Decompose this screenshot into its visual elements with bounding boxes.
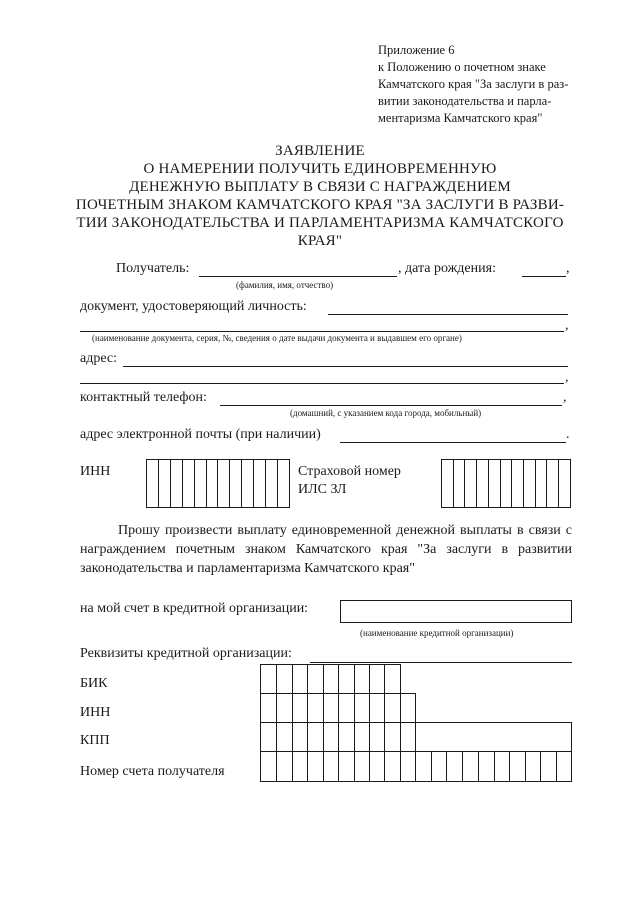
requisites-line [310,662,572,663]
grid-line [323,664,324,781]
address-field[interactable] [123,366,568,367]
phone-hint: (домашний, с указанием кода города, мобильный) [290,408,482,418]
inn-label: ИНН [80,464,111,479]
comma: , [565,318,569,333]
grid-line [260,664,400,665]
appendix-line: ментаризма Камчатского края" [378,111,543,125]
recipient-name-field[interactable] [199,276,397,277]
document-title [60,142,580,250]
bank-name-hint: (наименование кредитной организации) [360,628,514,638]
grid-line [431,751,432,781]
account-label: на мой счет в кредитной организации: [80,601,309,616]
grid-line [446,751,447,781]
snils-label-line-2: ИЛС ЗЛ [298,482,347,497]
comma: , [563,390,567,405]
grid-line [571,722,572,781]
recipient-hint: (фамилия, имя, отчество) [236,280,334,290]
appendix-line: к Положению о почетном знаке [378,60,546,74]
grid-line [494,751,495,781]
grid-line [525,751,526,781]
document-label: документ, удостоверяющий личность: [80,299,307,314]
title-line: О НАМЕРЕНИИ ПОЛУЧИТЬ ЕДИНОВРЕМЕННУЮ [143,161,497,177]
email-field[interactable] [340,442,566,443]
grid-line [462,751,463,781]
grid-line [384,664,385,781]
inn-grid[interactable] [146,459,290,508]
grid-line [415,693,416,781]
comma: , [565,370,569,385]
title-line: КРАЯ" [297,233,343,249]
period: . [566,427,570,442]
title-line: ПОЧЕТНЫМ ЗНАКОМ КАМЧАТСКОГО КРАЯ "ЗА ЗАСЛУГИ В РАЗВИ- [75,197,565,213]
title-line: ДЕНЕЖНУЮ ВЫПЛАТУ В СВЯЗИ С НАГРАЖДЕНИЕМ [129,179,511,195]
document-field[interactable] [328,314,568,315]
phone-field[interactable] [220,405,562,406]
grid-line [276,664,277,781]
grid-line [478,751,479,781]
birth-date-label: , дата рождения: [398,261,496,276]
snils-label-line-1: Страховой номер [298,464,401,479]
appendix-line: Камчатского края "За заслуги в раз- [378,77,569,91]
account-number-label: Номер счета получателя [80,764,225,779]
appendix-line: витии законодательства и парла- [378,94,552,108]
grid-line [509,751,510,781]
birth-date-field[interactable] [522,276,566,277]
appendix-note [378,42,570,127]
snils-grid[interactable] [441,459,571,508]
request-paragraph: Прошу произвести выплату единовременной денежной выплаты в связи с награждением почетным знаком Камчатского края "За заслуги в развитии законодательства и парламентаризма Камчатского края" [80,523,572,576]
address-label: адрес: [80,351,118,366]
grid-line [400,664,401,781]
grid-line [307,664,308,781]
title-line: ТИИ ЗАКОНОДАТЕЛЬСТВА И ПАРЛАМЕНТАРИЗМА КАМЧАТСКОГО [76,215,564,231]
document-field-line-2[interactable] [80,331,564,332]
bank-inn-label: ИНН [80,705,111,720]
grid-line [260,664,261,781]
recipient-label: Получатель: [116,261,190,276]
comma: , [566,261,570,276]
kpp-label: КПП [80,733,110,748]
bik-label: БИК [80,676,108,691]
grid-line [260,781,572,782]
requisites-label: Реквизиты кредитной организации: [80,646,292,661]
email-label: адрес электронной почты (при наличии) [80,427,321,442]
grid-line [338,664,339,781]
grid-line [354,664,355,781]
address-field-line-2[interactable] [80,383,564,384]
grid-line [540,751,541,781]
phone-label: контактный телефон: [80,390,207,405]
appendix-line: Приложение 6 [378,43,455,57]
title-line: ЗАЯВЛЕНИЕ [275,143,365,159]
document-hint: (наименование документа, серия, №, сведения о дате выдачи документа и выдавшем его органе) [92,333,462,343]
grid-line [292,664,293,781]
grid-line [556,751,557,781]
grid-line [369,664,370,781]
bank-name-field[interactable] [340,600,572,623]
